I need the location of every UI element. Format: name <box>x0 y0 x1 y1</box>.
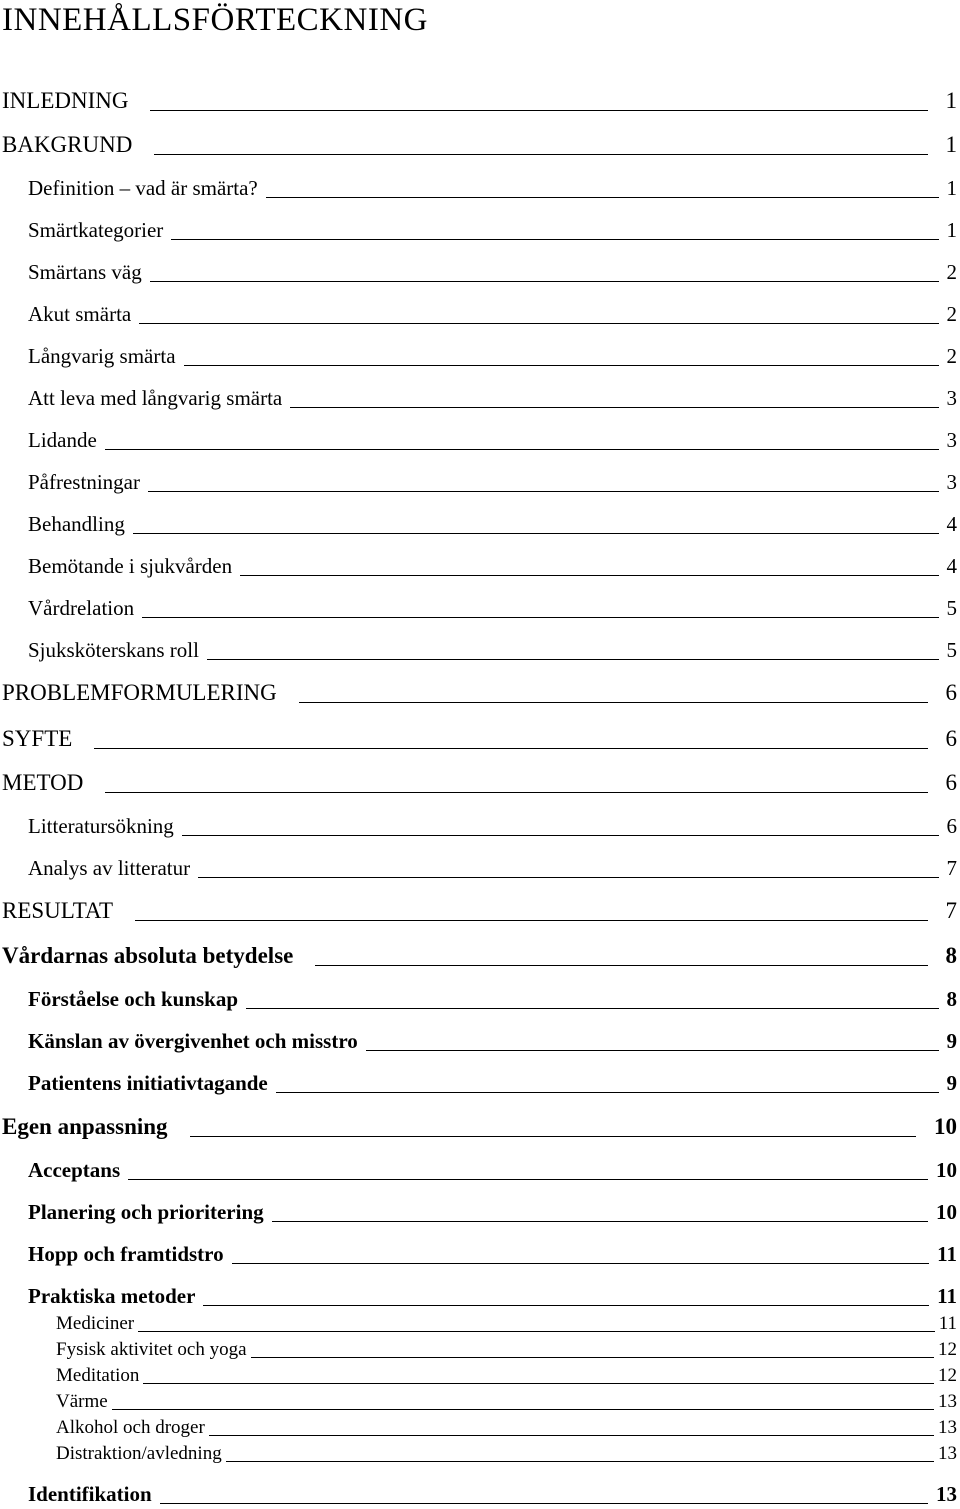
toc-leader-line <box>154 154 927 155</box>
toc-entry[interactable] <box>2 726 957 752</box>
toc-entry-label: Patientens initiativtagande <box>28 1071 268 1095</box>
toc-entry-label: METOD <box>2 770 84 795</box>
toc-entry-page: 1 <box>946 218 957 242</box>
toc-entry[interactable] <box>56 1339 957 1361</box>
toc-entry-label: Att leva med långvarig smärta <box>28 386 283 410</box>
toc-entry[interactable] <box>28 1158 957 1183</box>
toc-entry[interactable] <box>56 1313 957 1335</box>
toc-entry[interactable] <box>28 1242 957 1267</box>
toc-leader-line <box>143 1383 934 1384</box>
toc-entry-label: Hopp och framtidstro <box>28 1242 224 1266</box>
toc-entry-page: 13 <box>938 1417 957 1438</box>
toc-leader-line <box>138 1331 935 1332</box>
toc-leader-line <box>139 323 938 324</box>
toc-entry-label: Vårdrelation <box>28 596 135 620</box>
toc-leader-line <box>148 491 939 492</box>
toc-entry-label: RESULTAT <box>2 898 114 923</box>
toc-entry[interactable] <box>2 943 957 969</box>
toc-entry[interactable] <box>28 638 957 663</box>
toc-entry[interactable] <box>28 1029 957 1054</box>
toc-leader-line <box>366 1050 939 1051</box>
toc-leader-line <box>184 365 939 366</box>
toc-leader-line <box>105 792 927 793</box>
toc-entry-label: Litteratursökning <box>28 814 174 838</box>
toc-entry-label: Vårdarnas absoluta betydelse <box>2 943 294 968</box>
toc-leader-line <box>226 1461 934 1462</box>
toc-leader-line <box>240 575 938 576</box>
toc-leader-line <box>190 1136 916 1137</box>
toc-entry-label: Bemötande i sjukvården <box>28 554 233 578</box>
toc-entry-label: Förståelse och kunskap <box>28 987 239 1011</box>
toc-entry-page: 8 <box>946 987 957 1011</box>
toc-leader-line <box>142 617 938 618</box>
toc-entry-page: 3 <box>946 470 957 494</box>
toc-entry-page: 6 <box>945 726 957 751</box>
toc-leader-line <box>105 449 939 450</box>
toc-entry-label: Distraktion/avledning <box>56 1443 222 1464</box>
toc-entry[interactable] <box>28 1071 957 1096</box>
toc-leader-line <box>232 1263 930 1264</box>
toc-entry-label: Definition – vad är smärta? <box>28 176 258 200</box>
toc-leader-line <box>94 748 927 749</box>
toc-entry-page: 5 <box>946 596 957 620</box>
toc-entry[interactable] <box>56 1365 957 1387</box>
toc-entry[interactable] <box>28 1200 957 1225</box>
toc-entry-label: Acceptans <box>28 1158 121 1182</box>
toc-leader-line <box>290 407 938 408</box>
page-title: INNEHÅLLSFÖRTECKNING <box>2 2 428 38</box>
toc-entry-label: Alkohol och droger <box>56 1417 205 1438</box>
toc-entry[interactable] <box>28 302 957 327</box>
toc-entry-label: Smärtkategorier <box>28 218 164 242</box>
toc-entry-label: Behandling <box>28 512 125 536</box>
toc-entry[interactable] <box>28 470 957 495</box>
toc-entry[interactable] <box>28 1284 957 1309</box>
toc-entry-label: Akut smärta <box>28 302 132 326</box>
toc-entry-page: 7 <box>945 898 957 923</box>
toc-entry-label: Sjuksköterskans roll <box>28 638 199 662</box>
toc-entry[interactable] <box>28 814 957 839</box>
toc-entry-label: Praktiska metoder <box>28 1284 196 1308</box>
toc-entry-page: 12 <box>938 1365 957 1386</box>
toc-entry[interactable] <box>28 512 957 537</box>
toc-entry[interactable] <box>56 1417 957 1439</box>
toc-entry-label: BAKGRUND <box>2 132 133 157</box>
toc-leader-line <box>112 1409 934 1410</box>
toc-entry-label: Påfrestningar <box>28 470 140 494</box>
toc-entry-page: 2 <box>946 302 957 326</box>
toc-entry-page: 1 <box>945 132 957 157</box>
toc-entry-page: 11 <box>937 1242 957 1266</box>
toc-entry[interactable] <box>28 176 957 201</box>
toc-entry[interactable] <box>28 554 957 579</box>
toc-entry[interactable] <box>28 344 957 369</box>
toc-entry-page: 11 <box>938 1313 957 1334</box>
toc-entry-label: Smärtans väg <box>28 260 142 284</box>
toc-entry[interactable] <box>56 1443 957 1465</box>
toc-entry-page: 5 <box>946 638 957 662</box>
toc-entry-page: 6 <box>945 680 957 705</box>
toc-leader-line <box>272 1221 928 1222</box>
toc-leader-line <box>171 239 938 240</box>
toc-leader-line <box>246 1008 938 1009</box>
toc-entry-page: 13 <box>938 1391 957 1412</box>
toc-entry-page: 10 <box>936 1200 957 1224</box>
toc-entry-page: 10 <box>936 1158 957 1182</box>
toc-leader-line <box>315 965 927 966</box>
toc-entry[interactable] <box>28 596 957 621</box>
toc-entry[interactable] <box>28 218 957 243</box>
toc-leader-line <box>150 110 927 111</box>
toc-leader-line <box>128 1179 928 1180</box>
toc-entry[interactable] <box>2 1114 957 1140</box>
toc-entry-page: 8 <box>945 943 957 968</box>
toc-entry-label: Mediciner <box>56 1313 135 1334</box>
toc-entry-page: 1 <box>945 88 957 113</box>
toc-entry-page: 13 <box>936 1482 957 1506</box>
toc-entry-label: Egen anpassning <box>2 1114 168 1139</box>
toc-entry-label: SYFTE <box>2 726 73 751</box>
toc-leader-line <box>209 1435 934 1436</box>
toc-entry-label: Meditation <box>56 1365 140 1386</box>
toc-entry[interactable] <box>2 132 957 158</box>
toc-entry-page: 4 <box>946 512 957 536</box>
toc-leader-line <box>207 659 939 660</box>
toc-entry[interactable] <box>28 260 957 285</box>
toc-entry-label: PROBLEMFORMULERING <box>2 680 277 705</box>
toc-entry-page: 6 <box>946 814 957 838</box>
toc-entry-label: Identifikation <box>28 1482 152 1506</box>
toc-entry-label: Lidande <box>28 428 97 452</box>
toc-leader-line <box>299 702 928 703</box>
toc-entry-page: 7 <box>946 856 957 880</box>
toc-leader-line <box>251 1357 934 1358</box>
toc-entry-page: 13 <box>938 1443 957 1464</box>
toc-entry[interactable] <box>2 770 957 796</box>
toc-entry[interactable] <box>28 386 957 411</box>
toc-entry-label: INLEDNING <box>2 88 129 113</box>
toc-entry-label: Långvarig smärta <box>28 344 176 368</box>
toc-leader-line <box>133 533 939 534</box>
toc-entry-label: Värme <box>56 1391 108 1412</box>
toc-leader-line <box>198 877 938 878</box>
toc-entry-page: 2 <box>946 344 957 368</box>
toc-entry-page: 6 <box>945 770 957 795</box>
toc-entry[interactable] <box>56 1391 957 1413</box>
toc-entry-page: 1 <box>946 176 957 200</box>
toc-entry[interactable] <box>2 680 957 706</box>
toc-leader-line <box>182 835 939 836</box>
toc-entry-page: 10 <box>934 1114 957 1139</box>
toc-entry[interactable] <box>2 898 957 924</box>
toc-leader-line <box>135 920 927 921</box>
toc-entry-page: 3 <box>946 428 957 452</box>
toc-entry[interactable] <box>28 856 957 881</box>
toc-entry-label: Analys av litteratur <box>28 856 191 880</box>
toc-entry-page: 9 <box>946 1071 957 1095</box>
toc-entry[interactable] <box>28 428 957 453</box>
toc-entry-label: Planering och prioritering <box>28 1200 264 1224</box>
toc-entry-label: Fysisk aktivitet och yoga <box>56 1339 247 1360</box>
toc-leader-line <box>266 197 939 198</box>
toc-leader-line <box>203 1305 929 1306</box>
toc-leader-line <box>150 281 939 282</box>
toc-leader-line <box>160 1503 928 1504</box>
toc-entry-page: 3 <box>946 386 957 410</box>
toc-entry-page: 2 <box>946 260 957 284</box>
toc-entry[interactable] <box>28 1482 957 1507</box>
toc-entry[interactable] <box>2 88 957 114</box>
toc-entry-page: 11 <box>937 1284 957 1308</box>
toc-entry-page: 9 <box>946 1029 957 1053</box>
toc-entry[interactable] <box>28 987 957 1012</box>
toc-entry-page: 4 <box>946 554 957 578</box>
toc-entry-label: Känslan av övergivenhet och misstro <box>28 1029 358 1053</box>
toc-entry-page: 12 <box>938 1339 957 1360</box>
toc-leader-line <box>276 1092 939 1093</box>
